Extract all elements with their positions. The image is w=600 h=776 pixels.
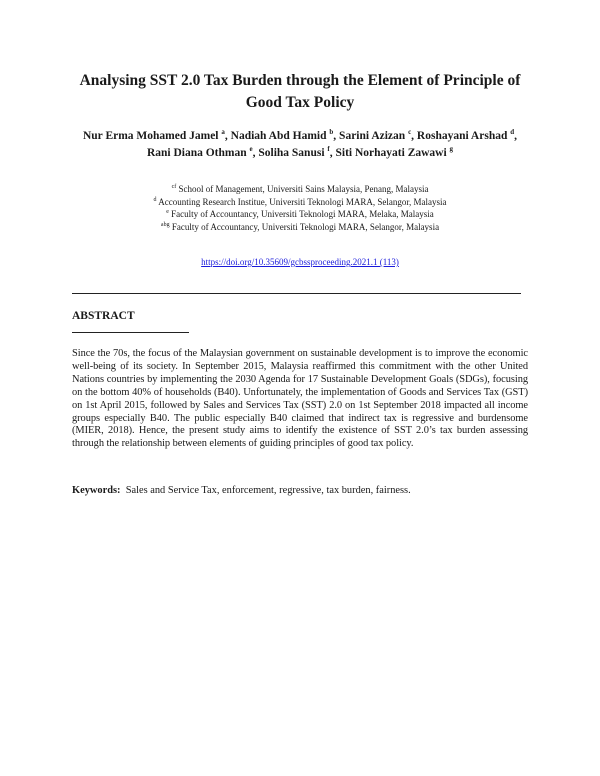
affiliation: $^d$ Accounting Research Institue, Universiti Teknologi MARA, Selangor, Malaysia bbox=[153, 196, 447, 207]
doi-link[interactable]: https://doi.org/10.35609/gcbssproceeding.2021.1 (113) bbox=[201, 257, 399, 267]
affiliation: $^{cf}$ School of Management, Universiti Sains Malaysia, Penang, Malaysia bbox=[171, 184, 429, 194]
affiliation-list bbox=[60, 183, 540, 233]
author: Nur Erma Mohamed Jamel $^a$, bbox=[82, 128, 231, 142]
heading-underline bbox=[72, 332, 189, 333]
author: Soliha Sanusi $^f$, bbox=[258, 145, 336, 159]
abstract-body: Since the 70s, the focus of the Malaysian government on sustainable development is to improve the economic well-being of its society. In September 2015, Malaysia reaffirmed this commitment with the other United Nations countries by implementing the 2030 Agenda for 17 Sustainable Development Goals (SDGs), focusing on the bottom 40% of households (B40). Unfortunately, the implementation of Goods and Services Tax (GST) on 1st April 2015, followed by Sales and Services Tax (SST) 2.0 on 1st September 2018 impacted all income groups especially B40. The public especially B40 claimed that indirect tax is regressive and burdensome (MIER, 2018). Hence, the present study aims to identify the existence of SST 2.0’s tax burden assessing through the relationship between elements of guiding principles of good tax policy. bbox=[72, 348, 528, 450]
author: Rani Diana Othman $^e$, bbox=[146, 145, 259, 159]
section-divider bbox=[72, 293, 521, 294]
keywords-line bbox=[72, 484, 528, 497]
doi-line bbox=[60, 256, 540, 268]
author-list bbox=[40, 128, 560, 162]
author: Roshayani Arshad $^d$, bbox=[416, 128, 518, 142]
author: Siti Norhayati Zawawi $^g$ bbox=[335, 145, 454, 159]
author: Sarini Azizan $^c$, bbox=[339, 128, 417, 142]
abstract-heading: ABSTRACT bbox=[72, 310, 135, 322]
author: Nadiah Abd Hamid $^b$, bbox=[230, 128, 340, 142]
affiliation: $^{abg}$ Faculty of Accountancy, Universiti Teknologi MARA, Selangor, Malaysia bbox=[160, 221, 440, 232]
affiliation: $^e$ Faculty of Accountancy, Universiti Teknologi MARA, Melaka, Malaysia bbox=[166, 209, 434, 219]
keywords-label: Keywords: bbox=[72, 485, 121, 496]
keywords-text: Sales and Service Tax, enforcement, regressive, tax burden, fairness. bbox=[125, 485, 411, 496]
paper-title: Analysing SST 2.0 Tax Burden through the Element of Principle of Good Tax Policy bbox=[79, 72, 521, 111]
